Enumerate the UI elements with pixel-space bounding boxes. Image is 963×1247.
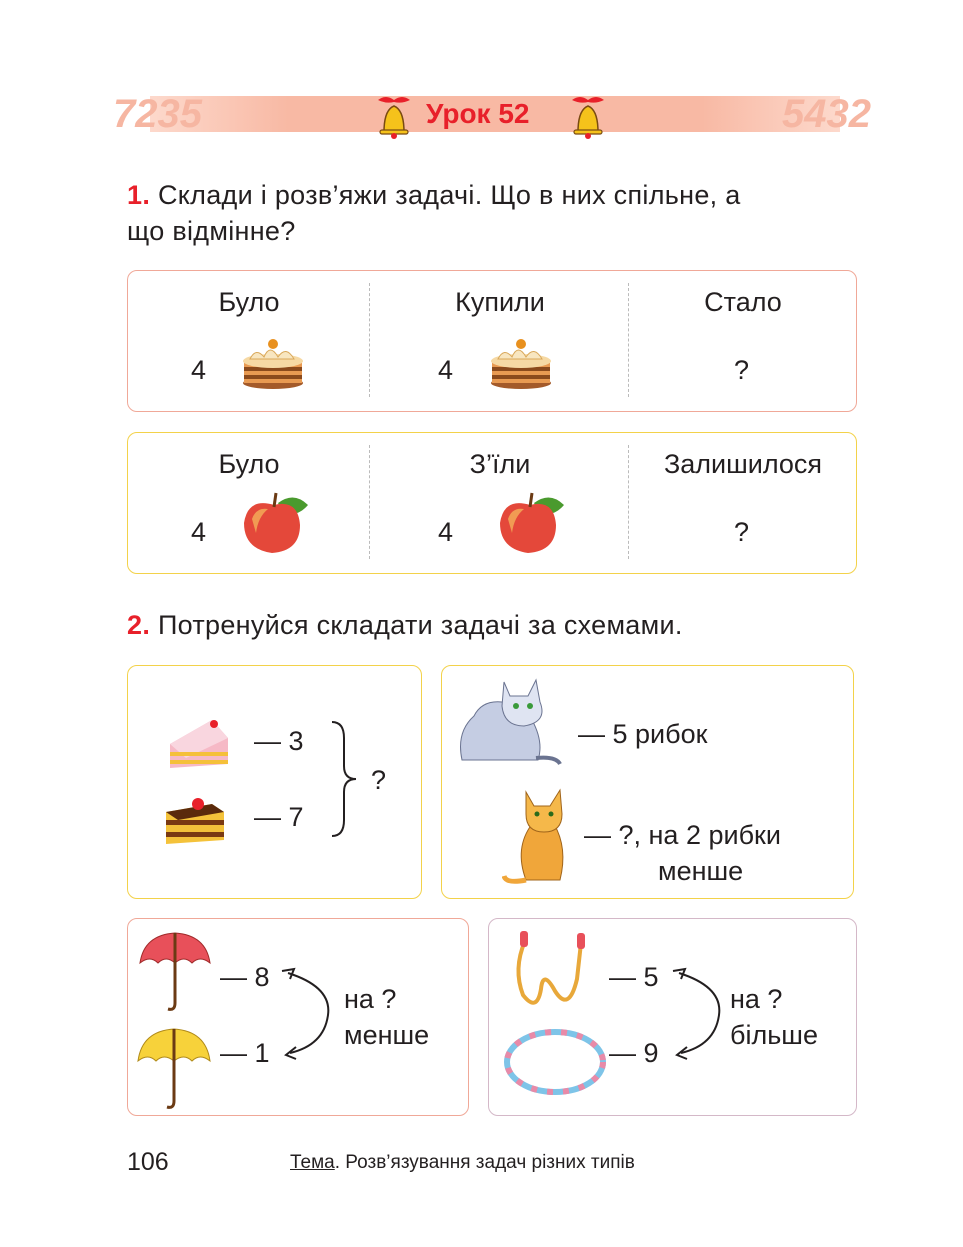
task2-number: 2. (127, 610, 151, 640)
scheme-cakes-box (127, 665, 422, 899)
topic-text: . Розв’язування задач різних типів (334, 1152, 635, 1173)
cake-icon (488, 335, 554, 391)
task1-number: 1. (127, 180, 151, 210)
col-title-zalyshylosia: Залишилося (663, 449, 823, 479)
col-title-stalo: Стало (704, 287, 782, 317)
brace-icon (328, 718, 364, 840)
task1-text-line1: Склади і розв’яжи задачі. Що в них спільне, а (157, 180, 741, 210)
bell-icon-left (372, 94, 416, 140)
problem-a-box (127, 270, 857, 412)
deco-numbers-right: 5432 (782, 92, 871, 136)
chocolate-cake-icon (162, 790, 228, 848)
scheme-cats-box (441, 665, 854, 899)
count-value: 4 (191, 517, 207, 547)
umbrellas-label2: менше (344, 1020, 430, 1050)
lesson-title: Урок 52 (426, 98, 530, 129)
footer-topic (290, 1152, 635, 1174)
count-value: 4 (438, 355, 454, 385)
umbrellas-line2: — 1 (220, 1038, 270, 1068)
scheme-toys-box (488, 918, 857, 1116)
col-title-zily: З’їли (469, 449, 531, 479)
scheme-umbrellas-box (127, 918, 469, 1116)
col-title-bulo: Було (218, 287, 280, 317)
apple-icon (494, 489, 570, 557)
umbrellas-label1: на ? (344, 984, 397, 1014)
task2-text (127, 607, 683, 643)
task1-text-line2: що відмінне? (127, 216, 296, 246)
col-title-bulo: Було (218, 449, 280, 479)
page-number: 106 (127, 1148, 169, 1176)
bell-icon-right (566, 94, 610, 140)
unknown-value: ? (734, 517, 750, 547)
count-value: 4 (191, 355, 207, 385)
hoop-icon (503, 1027, 607, 1097)
toys-label1: на ? (730, 984, 783, 1014)
deco-numbers-left: 7235 (113, 92, 202, 136)
unknown-value: ? (734, 355, 750, 385)
gray-cat-icon (452, 672, 562, 768)
cats-line1: — 5 рибок (578, 719, 708, 749)
cake-slice-icon (166, 714, 232, 772)
col-title-kupyly: Купили (455, 287, 545, 317)
red-umbrella-icon (136, 929, 214, 1013)
problem-b-box (127, 432, 857, 574)
cakes-total: ? (371, 765, 387, 795)
count-value: 4 (438, 517, 454, 547)
cake-icon (240, 335, 306, 391)
toys-line1: — 5 (609, 962, 659, 992)
curved-arrow-icon (278, 965, 338, 1061)
yellow-umbrella-icon (134, 1025, 214, 1111)
jump-rope-icon (503, 929, 589, 1015)
umbrellas-line1: — 8 (220, 962, 270, 992)
toys-label2: більше (730, 1020, 818, 1050)
curved-arrow-icon (669, 965, 729, 1061)
task1-text (127, 177, 867, 249)
apple-icon (238, 489, 314, 557)
orange-cat-icon (502, 784, 582, 892)
task2-text-body: Потренуйся складати задачі за схемами. (157, 610, 683, 640)
toys-line2: — 9 (609, 1038, 659, 1068)
topic-label: Тема (290, 1152, 335, 1173)
cats-line3: менше (658, 856, 744, 886)
cats-line2: — ?, на 2 рибки (584, 820, 781, 850)
cakes-line1: — 3 (254, 726, 304, 756)
cakes-line2: — 7 (254, 802, 304, 832)
